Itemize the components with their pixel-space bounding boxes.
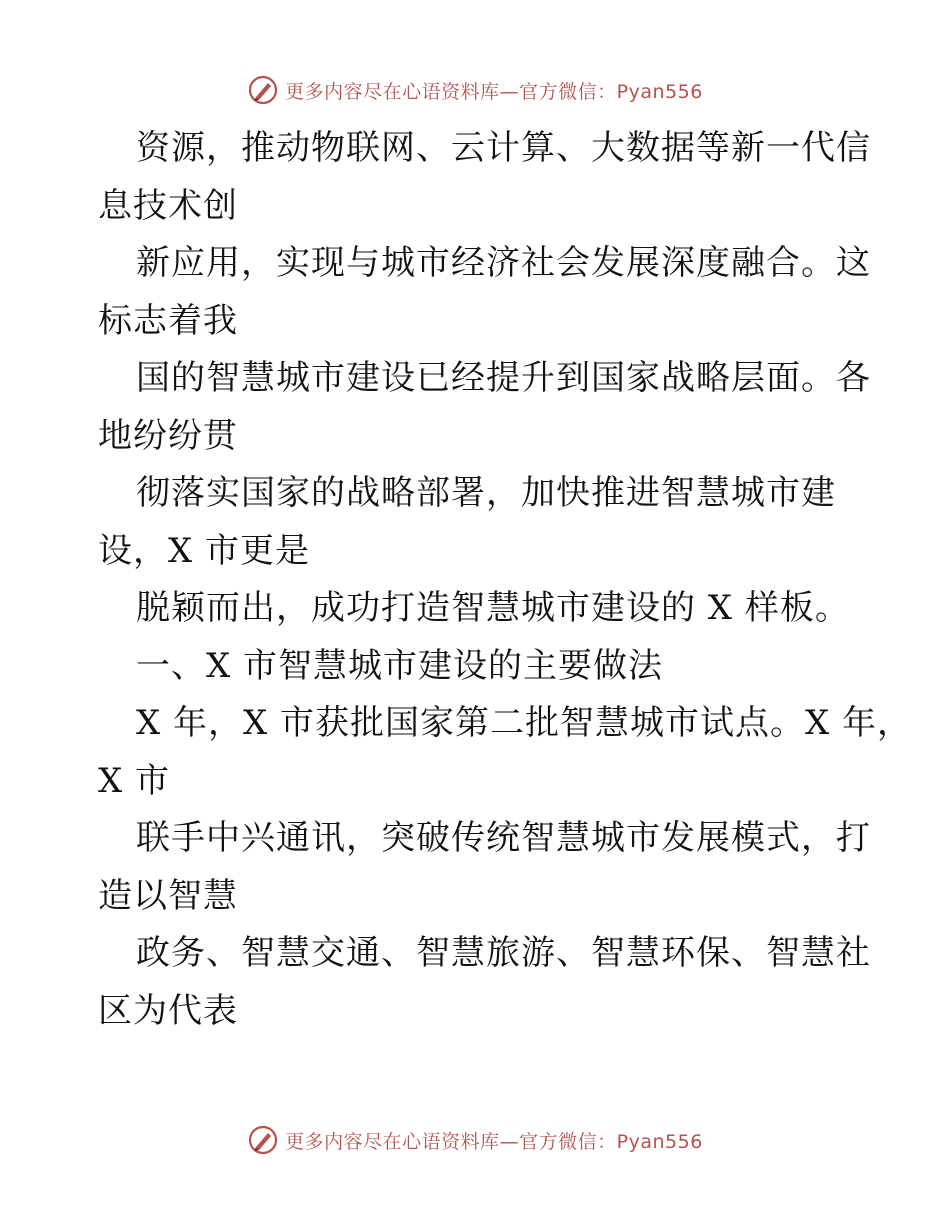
pen-logo-icon — [247, 74, 279, 106]
header-watermark — [0, 72, 950, 108]
text-line: 资源，推动物联网、云计算、大数据等新一代信 — [136, 128, 871, 168]
pen-logo-icon — [247, 1124, 279, 1156]
footer-watermark — [0, 1122, 950, 1158]
text-line: 彻落实国家的战略部署，加快推进智慧城市建 — [136, 473, 836, 513]
text-line: 息技术创 — [98, 185, 238, 226]
text-line: 造以智慧 — [98, 875, 238, 916]
text-line: 脱颖而出，成功打造智慧城市建设的 X 样板。 — [136, 588, 850, 628]
text-line: 一、X 市智慧城市建设的主要做法 — [136, 645, 664, 686]
text-line: X 市 — [98, 760, 171, 801]
text-line: 地纷纷贯 — [98, 415, 238, 456]
document-body — [98, 120, 913, 1040]
text-line: 联手中兴通讯，突破传统智慧城市发展模式，打 — [136, 818, 871, 858]
watermark-text: 更多内容尽在心语资料库—官方微信：Pyan556 — [285, 80, 703, 103]
text-line: 区为代表 — [98, 990, 238, 1031]
watermark-text: 更多内容尽在心语资料库—官方微信：Pyan556 — [285, 1130, 703, 1153]
text-line: 新应用，实现与城市经济社会发展深度融合。这 — [136, 243, 871, 283]
text-line: 政务、智慧交通、智慧旅游、智慧环保、智慧社 — [136, 933, 871, 973]
text-line: 设，X 市更是 — [98, 530, 311, 571]
text-line: 标志着我 — [98, 300, 238, 341]
text-line: 国的智慧城市建设已经提升到国家战略层面。各 — [136, 358, 871, 398]
text-line: X 年，X 市获批国家第二批智慧城市试点。X 年， — [136, 703, 913, 743]
